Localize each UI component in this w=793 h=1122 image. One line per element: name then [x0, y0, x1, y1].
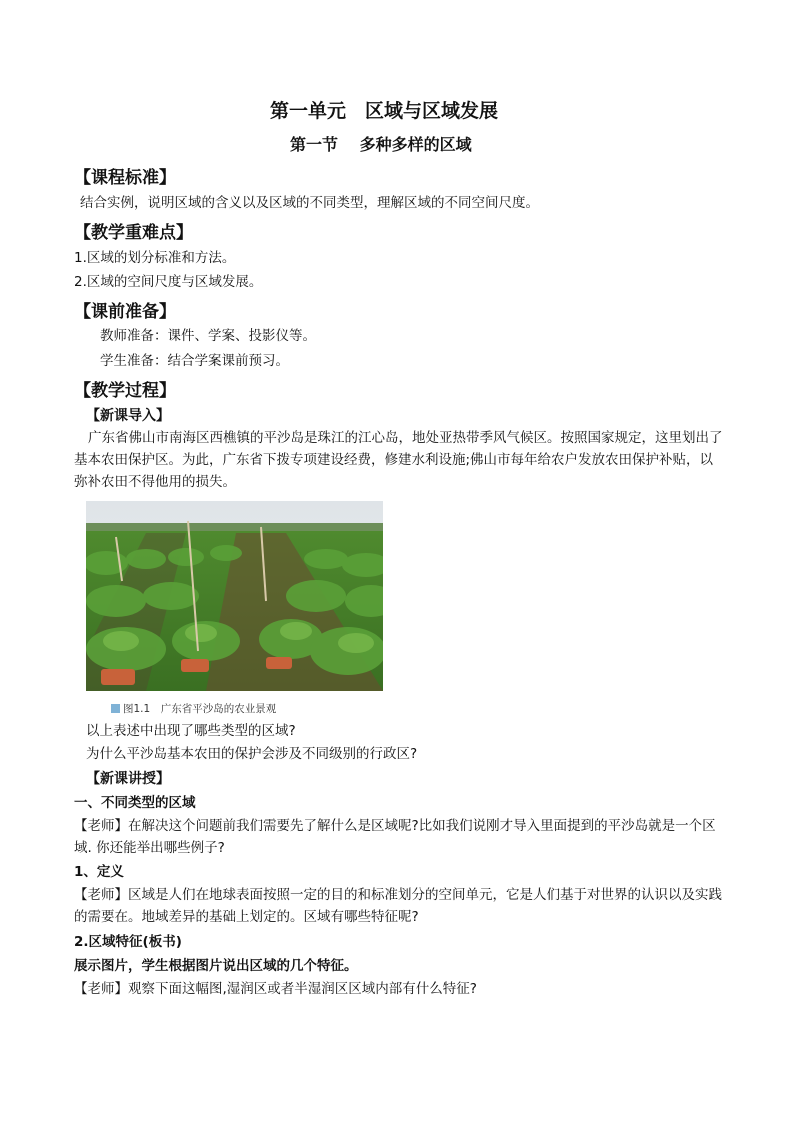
section-subtitle: 第一节 多种多样的区域 [290, 135, 472, 154]
heading-new-lesson-intro: 【新课导入】 [86, 408, 170, 424]
heading-course-standard: 【课程标准】 [74, 168, 176, 188]
question-item: 为什么平沙岛基本农田的保护会涉及不同级别的行政区? [86, 746, 418, 762]
question-item: 以上表述中出现了哪些类型的区域? [86, 723, 296, 739]
heading-teaching-process: 【教学过程】 [74, 381, 176, 401]
heading-preparation: 【课前准备】 [74, 302, 176, 322]
document-title: 第一单元 区域与区域发展 [270, 100, 499, 122]
key-point-item: 2.区域的空间尺度与区域发展。 [74, 274, 263, 290]
teacher-remark-1: 【老师】在解决这个问题前我们需要先了解什么是区域呢?比如我们说刚才导入里面提到的平沙岛就是一个区域. 你还能举出哪些例子? [74, 818, 716, 856]
key-point-item: 1.区域的划分标准和方法。 [74, 250, 236, 266]
teacher-remark-2: 【老师】区域是人们在地球表面按照一定的目的和标准划分的空间单元，它是人们基于对世界的认识以及实践的需要在。地域差异的基础上划定的。区域有哪些特征呢? [74, 887, 722, 925]
caption-marker-icon [111, 704, 120, 713]
student-preparation: 学生准备：结合学案课前预习。 [100, 353, 289, 369]
teacher-preparation: 教师准备：课件、学案、投影仪等。 [100, 328, 316, 344]
course-standard-text: 结合实例，说明区域的含义以及区域的不同类型，理解区域的不同空间尺度。 [80, 195, 539, 211]
definition-heading: 1、定义 [74, 864, 124, 880]
intro-paragraph: 广东省佛山市南海区西樵镇的平沙岛是珠江的江心岛，地处亚热带季风气候区。按照国家规定，这里划出了基本农田保护区。为此，广东省下拨专项建设经费，修建水利设施;佛山市每年给农户发放农田保护补贴，以弥补农田不得他用的损失。 [74, 430, 723, 490]
features-instruction: 展示图片，学生根据图片说出区域的几个特征。 [74, 958, 358, 974]
features-heading: 2.区域特征(板书) [74, 934, 182, 950]
orchard-field-image [86, 501, 383, 691]
heading-new-lesson-teaching: 【新课讲授】 [86, 771, 170, 787]
teacher-remark-3: 【老师】观察下面这幅图,湿润区或者半湿润区区域内部有什么特征? [74, 981, 477, 997]
heading-key-points: 【教学重难点】 [74, 223, 193, 243]
figure-caption [111, 701, 276, 716]
part1-heading: 一、不同类型的区域 [74, 795, 196, 811]
figure-caption-text: 图1.1 广东省平沙岛的农业景观 [123, 703, 277, 715]
farmland-photo [86, 501, 383, 691]
